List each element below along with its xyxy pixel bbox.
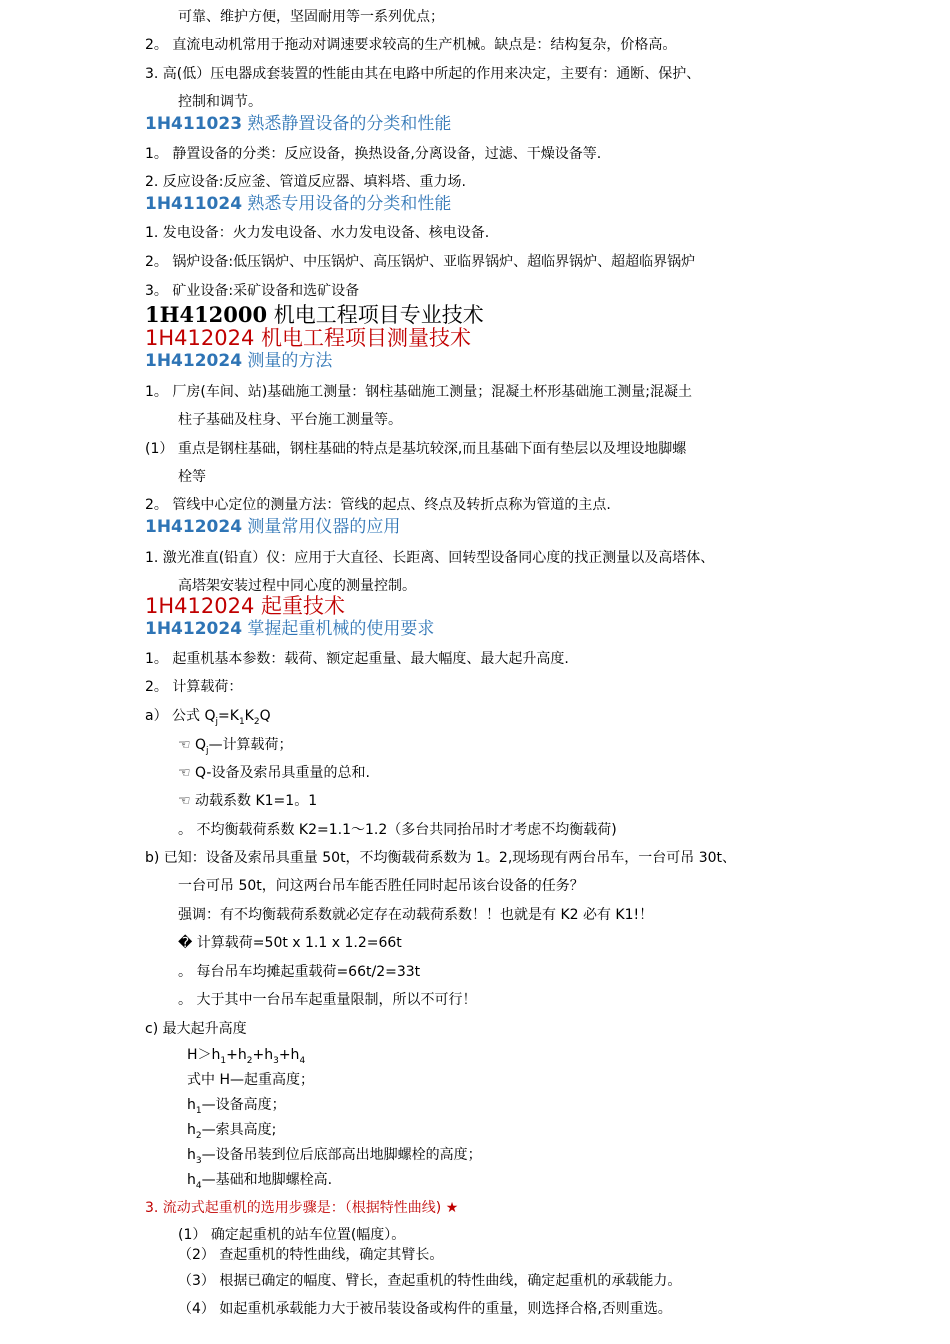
text-line: $h_1—$设备高度； [187,1097,286,1116]
text-line: 2。 直流电动机常用于拖动对调速要求较高的生产机械。缺点是：结构复杂，价格高。 [145,37,677,53]
text-line: 。 大于其中一台吊车起重量限制，所以不可行！ [178,992,477,1008]
text-line: 强调：有不均衡载荷系数就必定存在动载荷系数！！也就是有 K2 必有 K1!！ [178,907,654,923]
text-line: $h_2—$索具高度; [187,1122,277,1141]
red-heading: 1H412024 起重技术 [145,594,345,618]
text-line: $h_3—$设备吊装到位后底部高出地脚螺栓的高度； [187,1147,482,1166]
text-line: b) 已知：设备及索吊具重量 50t，不均衡载荷系数为 1。2,现场现有两台吊车，一台可吊 30t、 [145,850,737,866]
text-line: 。 每台吊车均摊起重载荷=66t/2=33t [178,964,421,980]
text-line: 栓等 [178,469,206,485]
section-heading: 1H411023 熟悉静置设备的分类和性能 [145,114,452,134]
section-heading: 1H412024 测量常用仪器的应用 [145,517,401,537]
text-line: 1. 激光准直(铅直）仪：应用于大直径、长距离、回转型设备同心度的找正测量以及高塔体、 [145,550,715,566]
text-line: 高塔架安装过程中同心度的测量控制。 [178,578,416,594]
chapter-heading: 1H412000 机电工程项目专业技术 [145,302,484,327]
text-line: 2. 反应设备:反应釜、管道反应器、填料塔、重力场. [145,174,466,190]
text-line: ☜ $Q_j—$计算载荷； [178,737,293,756]
text-line: 3。 矿业设备:采矿设备和选矿设备 [145,283,360,299]
formula-line: a） 公式 $Q_j=K_1K_2Q$ [145,708,271,727]
text-line: (1） 确定起重机的站车位置(幅度）。 [178,1227,406,1243]
formula-line: $H>h_1+h_2+h_3+h_4$ [187,1047,306,1066]
text-line: 1. 发电设备：火力发电设备、水力发电设备、核电设备. [145,225,490,241]
text-line: 柱子基础及柱身、平台施工测量等。 [178,412,402,428]
text-line: c) 最大起升高度 [145,1021,247,1037]
red-heading: 1H412024 机电工程项目测量技术 [145,326,471,350]
pointing-hand-icon: ☜ [178,737,191,753]
text-line: （3） 根据已确定的幅度、臂长，查起重机的特性曲线，确定起重机的承载能力。 [178,1273,682,1289]
text-line: 1。 静置设备的分类：反应设备，换热设备,分离设备，过滤、干燥设备等. [145,146,602,162]
section-heading: 1H412024 测量的方法 [145,351,333,371]
text-line: 2。 管线中心定位的测量方法：管线的起点、终点及转折点称为管道的主点. [145,497,611,513]
text-line: 3. 高(低）压电器成套装置的性能由其在电路中所起的作用来决定，主要有：通断、保护、 [145,66,701,82]
text-line: 控制和调节。 [178,94,262,110]
text-line: 2。 计算载荷： [145,679,243,695]
text-line: 。 不均衡载荷系数 K2=1.1～1.2（多台共同抬吊时才考虑不均衡载荷) [178,822,617,838]
pointing-hand-icon: ☜ [178,793,191,809]
text-line: 1。 起重机基本参数：载荷、额定起重量、最大幅度、最大起升高度. [145,651,569,667]
section-heading: 1H412024 掌握起重机械的使用要求 [145,619,435,639]
text-line: � 计算载荷=50t x 1.1 x 1.2=66t [178,935,402,951]
text-line: 2。 锅炉设备:低压锅炉、中压锅炉、高压锅炉、亚临界锅炉、超临界锅炉、超超临界锅炉 [145,254,696,270]
red-subheading: 3. 流动式起重机的选用步骤是：（根据特性曲线) ★ [145,1200,459,1216]
text-line: 可靠、维护方便，坚固耐用等一系列优点； [178,9,444,25]
pointing-hand-icon: ☜ [178,765,191,781]
text-line: ☜ Q-设备及索吊具重量的总和. [178,765,370,781]
text-line: 式中 H—起重高度； [187,1072,314,1088]
text-line: 一台可吊 50t，问这两台吊车能否胜任同时起吊该台设备的任务？ [178,878,584,894]
text-line: （4） 如起重机承载能力大于被吊装设备或构件的重量，则选择合格,否则重选。 [178,1301,672,1317]
text-line: 1。 厂房(车间、站)基础施工测量：钢柱基础施工测量；混凝土杯形基础施工测量;混凝土 [145,384,692,400]
section-heading: 1H411024 熟悉专用设备的分类和性能 [145,194,452,214]
text-line: (1） 重点是钢柱基础，钢柱基础的特点是基坑较深,而且基础下面有垫层以及埋设地脚螺 [145,441,687,457]
text-line: $h_4—$基础和地脚螺栓高. [187,1172,333,1191]
text-line: （2） 查起重机的特性曲线，确定其臂长。 [178,1247,444,1263]
text-line: ☜ 动载系数 K1=1。1 [178,793,318,809]
